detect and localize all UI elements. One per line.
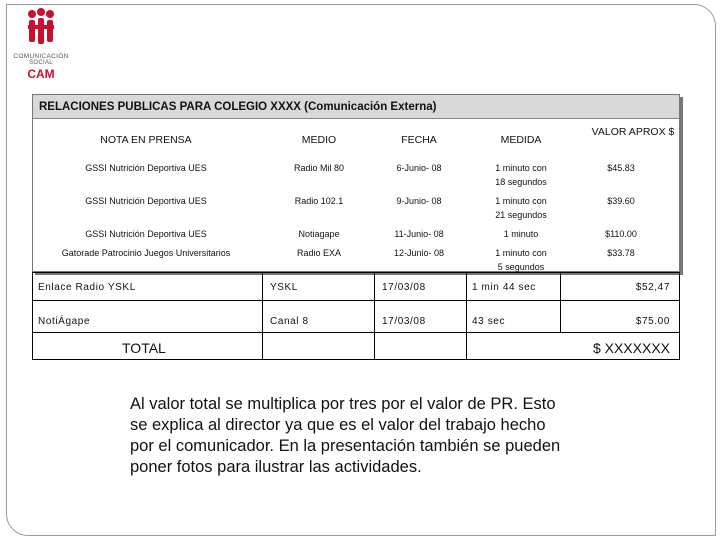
header-medio: MEDIO: [301, 134, 337, 146]
summary-row2-valor: $75.00: [635, 316, 670, 327]
row4-medio: Radio EXA: [296, 248, 342, 258]
summary-row2-nota: NotiÁgape: [38, 316, 91, 327]
row-divider: [32, 332, 680, 333]
row2-fecha: 9-Junio- 08: [396, 196, 442, 206]
header-valor: VALOR APROX $: [591, 126, 675, 138]
header-fecha: FECHA: [401, 134, 437, 146]
column-divider: [560, 272, 561, 332]
row1-fecha: 6-Junio- 08: [396, 163, 442, 173]
summary-row1-medida: 1 min 44 sec: [472, 282, 536, 293]
row1-medida-line1: 1 minuto con: [495, 163, 547, 173]
row1-valor: $45.83: [607, 163, 635, 173]
summary-row1-fecha: 17/03/08: [382, 282, 426, 293]
row-divider: [32, 300, 680, 301]
row3-medida-line1: 1 minuto: [503, 229, 539, 239]
summary-row1-nota: Enlace Radio YSKL: [38, 282, 136, 293]
row4-fecha: 12-Junio- 08: [393, 248, 445, 258]
header-medida: MEDIDA: [500, 134, 542, 146]
total-value: $ XXXXXXX: [592, 340, 670, 356]
row4-valor: $33.78: [607, 248, 635, 258]
row2-medio: Radio 102.1: [294, 196, 344, 206]
total-label: TOTAL: [122, 340, 166, 356]
column-divider: [466, 272, 467, 360]
logo-text-line1: COMUNICACIÓN: [13, 53, 69, 60]
column-divider: [374, 272, 375, 360]
people-logo-icon: [23, 8, 59, 46]
row2-medida-line1: 1 minuto con: [495, 196, 547, 206]
row1-nota: GSSI Nutrición Deportiva UES: [85, 163, 207, 173]
summary-row1-medio: YSKL: [270, 282, 298, 293]
row2-valor: $39.60: [607, 196, 635, 206]
header-nota: NOTA EN PRENSA: [100, 134, 192, 146]
explanation-paragraph: Al valor total se multiplica por tres por el valor de PR. Esto se explica al director ya que es el valor del trabajo hecho por el comunicador. En la presentación también se pueden poner fotos para ilustrar las actividades.: [130, 395, 561, 476]
column-divider: [262, 272, 263, 360]
logo-text-line2: SOCIAL: [29, 60, 53, 66]
logo: [8, 8, 74, 84]
summary-row1-valor: $52,47: [635, 282, 670, 293]
summary-row2-medio: Canal 8: [270, 316, 309, 327]
row4-nota: Gatorade Patrocinio Juegos Universitarios: [61, 248, 231, 258]
row1-medida-line2: 18 segundos: [495, 177, 547, 187]
row4-medida-line2: 5 segundos: [497, 262, 545, 272]
row3-medio: Notiagape: [298, 229, 340, 239]
row2-nota: GSSI Nutrición Deportiva UES: [85, 196, 207, 206]
summary-row2-fecha: 17/03/08: [382, 316, 426, 327]
row4-medida-line1: 1 minuto con: [495, 248, 547, 258]
spreadsheet-title: RELACIONES PUBLICAS PARA COLEGIO XXXX (Comunicación Externa): [33, 95, 679, 119]
row3-nota: GSSI Nutrición Deportiva UES: [85, 229, 207, 239]
row1-medio: Radio Mil 80: [293, 163, 345, 173]
row2-medida-line2: 21 segundos: [495, 210, 547, 220]
row3-fecha: 11-Junio- 08: [394, 229, 444, 239]
summary-row2-medida: 43 sec: [472, 316, 506, 327]
row3-valor: $110.00: [605, 229, 637, 239]
logo-text-line3: CAM: [27, 67, 55, 81]
embedded-spreadsheet: [32, 94, 680, 272]
